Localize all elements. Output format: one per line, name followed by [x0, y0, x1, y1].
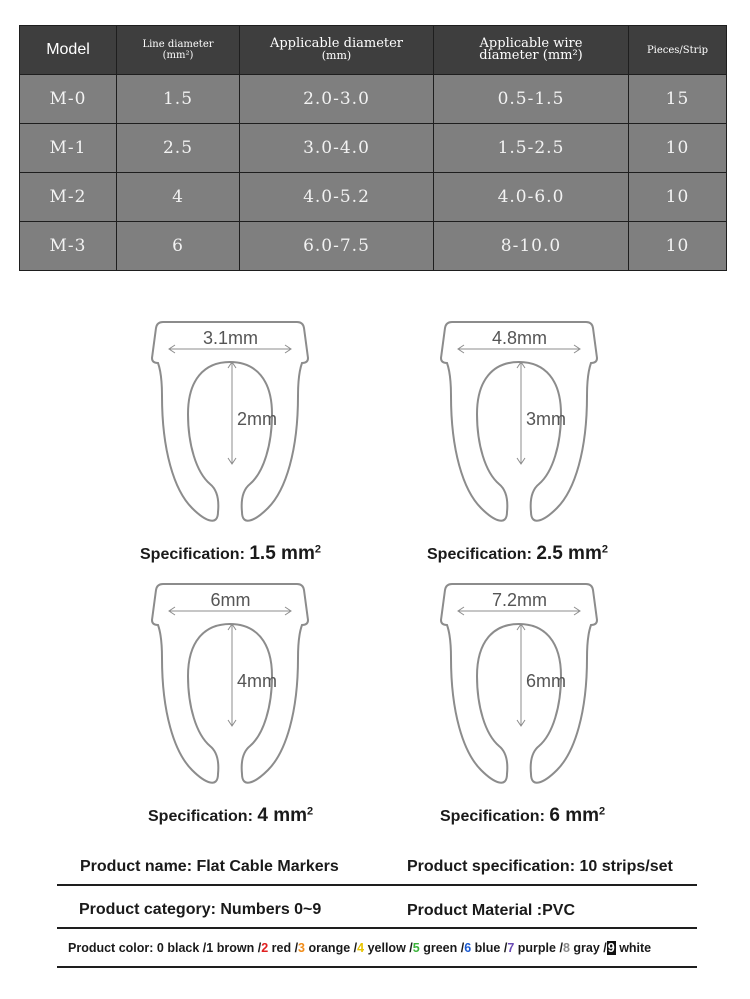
color-item: /6 blue — [460, 941, 501, 955]
spec-value: 4 mm — [257, 805, 307, 826]
cell-model: M-1 — [20, 124, 117, 173]
height-dimension: 6mm — [526, 671, 566, 691]
divider — [57, 884, 697, 886]
color-name: yellow — [367, 941, 406, 955]
color-number: 8 — [562, 941, 570, 955]
color-name: orange — [308, 941, 351, 955]
color-item: /1 brown — [202, 941, 255, 955]
height-dimension: 3mm — [526, 409, 566, 429]
product-color-label: Product color: — [68, 941, 154, 955]
color-name: green — [423, 941, 458, 955]
cell-line-diameter: 6 — [117, 222, 240, 271]
header-applicable-diameter-unit: (mm) — [321, 49, 352, 62]
header-line-diameter — [117, 26, 240, 75]
product-category: Product category: Numbers 0~9 — [79, 901, 322, 918]
clip-diagram — [437, 322, 602, 527]
cell-model: M-3 — [20, 222, 117, 271]
height-dimension: 2mm — [237, 409, 277, 429]
header-applicable-wire — [434, 26, 629, 75]
spec-table — [19, 25, 727, 271]
color-item: /4 yellow — [353, 941, 406, 955]
product-name: Product name: Flat Cable Markers — [80, 858, 339, 875]
color-number: 9 — [607, 941, 615, 955]
product-colors — [68, 941, 651, 955]
product-specification: Product specification: 10 strips/set — [407, 858, 673, 875]
cell-line-diameter: 1.5 — [117, 75, 240, 124]
clip-outline — [437, 322, 602, 527]
cell-applicable-diameter: 3.0-4.0 — [240, 124, 434, 173]
cell-pieces: 10 — [629, 222, 727, 271]
header-applicable-wire-unit: diameter (mm²) — [479, 48, 583, 63]
cell-applicable-diameter: 2.0-3.0 — [240, 75, 434, 124]
color-item: /3 orange — [294, 941, 351, 955]
divider — [57, 927, 697, 929]
clip-outline — [437, 584, 602, 789]
color-item — [157, 941, 199, 955]
spec-value: 2.5 mm — [536, 543, 602, 564]
table-row — [20, 124, 727, 173]
color-name: white — [619, 941, 652, 955]
width-dimension: 3.1mm — [202, 328, 258, 348]
header-model: Model — [20, 26, 117, 75]
color-name: gray — [573, 941, 600, 955]
spec-label — [140, 543, 321, 565]
clip-outline — [148, 322, 313, 527]
color-name: blue — [474, 941, 501, 955]
color-name: black — [167, 941, 200, 955]
product-material: Product Material :PVC — [407, 902, 576, 919]
cell-applicable-wire: 8-10.0 — [434, 222, 629, 271]
header-applicable-wire-label: Applicable wire — [479, 36, 583, 51]
header-line-diameter-label: Line diameter — [142, 39, 214, 50]
header-line-diameter-unit: (mm²) — [162, 50, 194, 61]
color-item: /9 white — [603, 941, 652, 955]
header-applicable-diameter — [240, 26, 434, 75]
table-header-row — [20, 26, 727, 75]
color-number: 5 — [412, 941, 420, 955]
color-number: 2 — [261, 941, 269, 955]
height-dimension: 4mm — [237, 671, 277, 691]
spec-label-text: Specification: — [427, 546, 532, 563]
table-row — [20, 222, 727, 271]
clip-diagram — [148, 584, 313, 789]
width-dimension: 4.8mm — [491, 328, 547, 348]
spec-superscript: 2 — [307, 805, 314, 818]
color-name: brown — [216, 941, 255, 955]
color-name: purple — [517, 941, 556, 955]
spec-label — [440, 805, 605, 827]
clip-outline — [148, 584, 313, 789]
cell-applicable-wire: 0.5-1.5 — [434, 75, 629, 124]
color-name: red — [271, 941, 292, 955]
spec-label — [427, 543, 608, 565]
color-item: /5 green — [409, 941, 458, 955]
width-dimension: 7.2mm — [491, 590, 547, 610]
cell-applicable-diameter: 4.0-5.2 — [240, 173, 434, 222]
color-number: 7 — [507, 941, 515, 955]
table-row — [20, 75, 727, 124]
cell-pieces: 10 — [629, 173, 727, 222]
spec-label-text: Specification: — [148, 808, 253, 825]
cell-pieces: 15 — [629, 75, 727, 124]
cell-model: M-2 — [20, 173, 117, 222]
header-pieces: Pieces/Strip — [629, 26, 727, 75]
color-number: 4 — [357, 941, 365, 955]
divider — [57, 966, 697, 968]
cell-applicable-wire: 4.0-6.0 — [434, 173, 629, 222]
spec-value: 1.5 mm — [249, 543, 315, 564]
color-number: 6 — [464, 941, 472, 955]
spec-label-text: Specification: — [440, 808, 545, 825]
spec-label — [148, 805, 313, 827]
color-number: 0 — [156, 941, 164, 955]
color-item: /2 red — [257, 941, 292, 955]
color-number: 3 — [298, 941, 305, 955]
clip-diagram — [148, 322, 313, 527]
spec-superscript: 2 — [599, 805, 606, 818]
cell-applicable-diameter: 6.0-7.5 — [240, 222, 434, 271]
spec-superscript: 2 — [601, 543, 608, 556]
color-item: /8 gray — [559, 941, 600, 955]
width-dimension: 6mm — [210, 590, 251, 610]
cell-model: M-0 — [20, 75, 117, 124]
cell-applicable-wire: 1.5-2.5 — [434, 124, 629, 173]
spec-value: 6 mm — [549, 805, 599, 826]
cell-line-diameter: 2.5 — [117, 124, 240, 173]
table-row — [20, 173, 727, 222]
header-applicable-diameter-label: Applicable diameter — [269, 36, 404, 51]
clip-diagram — [437, 584, 602, 789]
color-item: /7 purple — [503, 941, 556, 955]
spec-label-text: Specification: — [140, 546, 245, 563]
cell-line-diameter: 4 — [117, 173, 240, 222]
color-number: 1 — [206, 941, 214, 955]
spec-superscript: 2 — [314, 543, 321, 556]
cell-pieces: 10 — [629, 124, 727, 173]
